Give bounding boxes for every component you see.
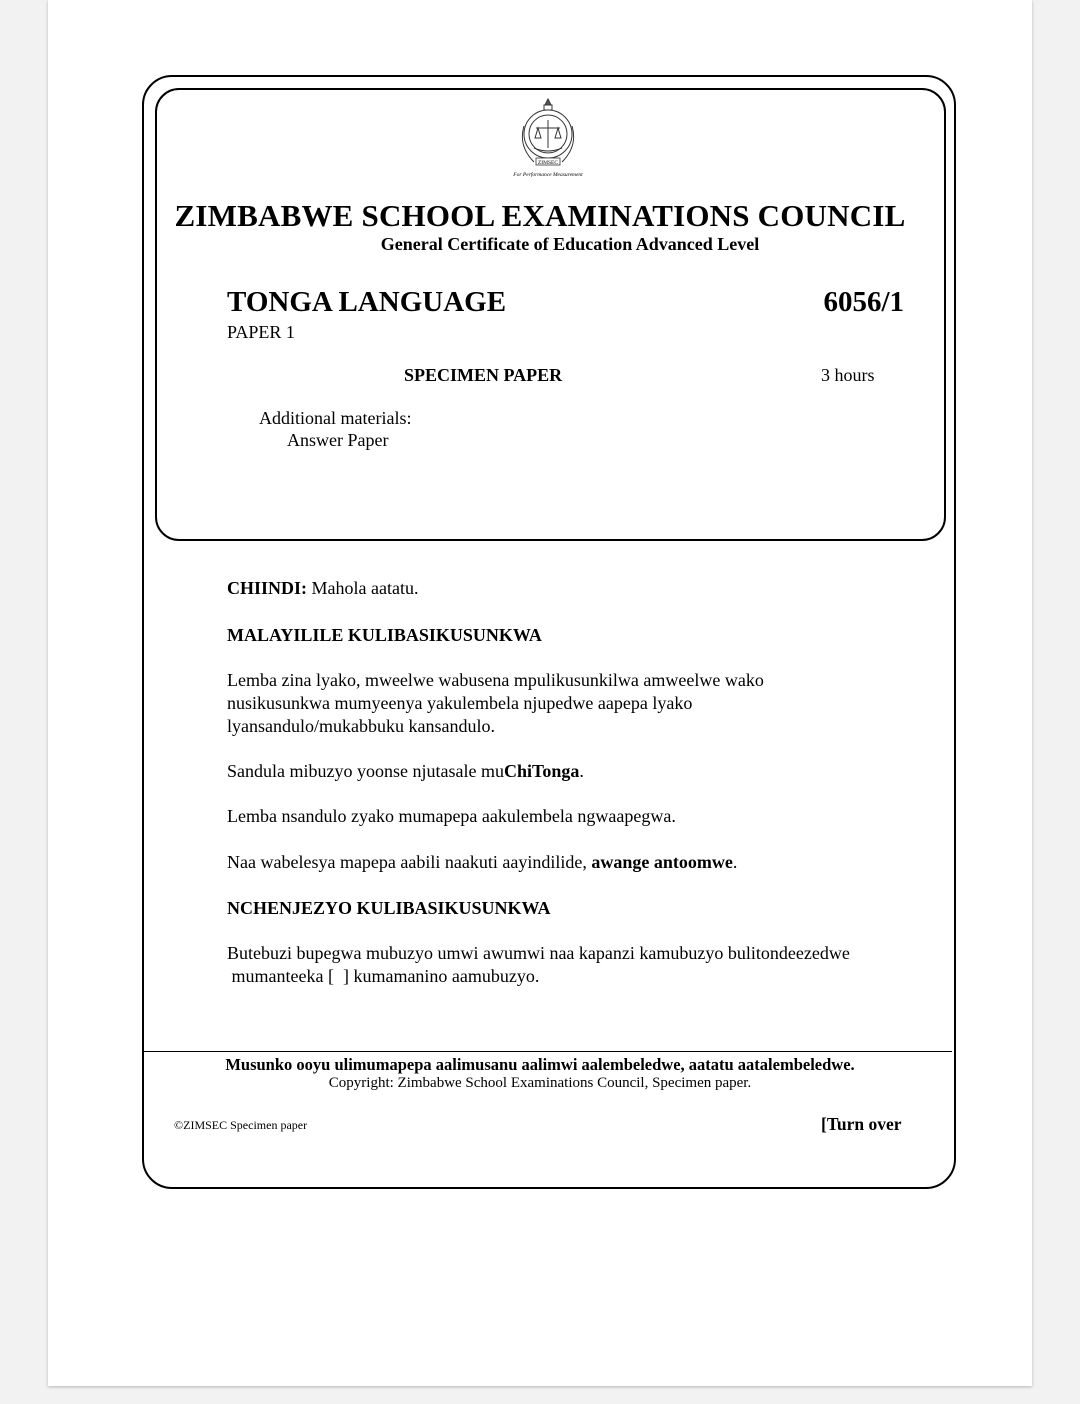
instruction-4-end: . xyxy=(732,852,738,872)
instructions-heading: MALAYILILE KULIBASIKUSUNKWA xyxy=(227,625,542,645)
additional-materials-label: Additional materials: xyxy=(259,408,412,428)
instruction-paragraph-2 xyxy=(227,760,584,783)
footer-divider xyxy=(142,1051,952,1052)
instruction-2-bold: ChiTonga xyxy=(503,761,580,781)
turn-over-label: [Turn over xyxy=(821,1114,902,1134)
instruction-paragraph-1 xyxy=(227,669,764,738)
time-label: CHIINDI: xyxy=(227,578,308,598)
instruction-2-text: Sandula mibuzyo yoonse njutasale mu xyxy=(227,761,504,781)
instruction-1-line-3: lyansandulo/mukabbuku kansandulo. xyxy=(227,716,495,736)
warning-line-2: mumanteeka [ ] kumamanino aamubuzyo. xyxy=(227,966,540,986)
instruction-1-line-2: nusikusunkwa mumyeenya yakulembela njupedwe aapepa lyako xyxy=(227,693,693,713)
warning-line-1: Butebuzi bupegwa mubuzyo umwi awumwi naa kapanzi kamubuzyo bulitondeezedwe xyxy=(227,943,850,963)
time-line xyxy=(227,577,418,600)
subject-title: TONGA LANGUAGE xyxy=(227,286,507,318)
instruction-1-line-1: Lemba zina lyako, mweelwe wabusena mpulikusunkilwa amweelwe wako xyxy=(227,670,764,690)
instruction-4-text: Naa wabelesya mapepa aabili naakuti aayindilide, xyxy=(227,852,592,872)
duration: 3 hours xyxy=(821,365,875,385)
warnings-heading: NCHENJEZYO KULIBASIKUSUNKWA xyxy=(227,898,551,918)
certificate-subtitle: General Certificate of Education Advanced Level xyxy=(380,234,760,254)
zimsec-specimen-label: ©ZIMSEC Specimen paper xyxy=(174,1118,308,1132)
copyright-line: Copyright: Zimbabwe School Examinations Council, Specimen paper. xyxy=(328,1075,752,1091)
time-value: Mahola aatatu. xyxy=(307,578,419,598)
additional-materials-item: Answer Paper xyxy=(287,430,389,450)
zimsec-logo xyxy=(498,96,598,182)
paper-code: 6056/1 xyxy=(823,286,904,318)
svg-text:For Performance Measurement: For Performance Measurement xyxy=(513,172,583,178)
instruction-paragraph-3: Lemba nsandulo zyako mumapepa aakulembela ngwaapegwa. xyxy=(227,806,676,826)
specimen-label: SPECIMEN PAPER xyxy=(404,365,563,385)
council-title: ZIMBABWE SCHOOL EXAMINATIONS COUNCIL xyxy=(174,198,906,233)
svg-text:ZIMSEC: ZIMSEC xyxy=(537,160,559,166)
instruction-4-bold: awange antoomwe xyxy=(591,852,733,872)
paper-number: PAPER 1 xyxy=(227,322,295,342)
page-count-note: Musunko ooyu ulimumapepa aalimusanu aalimwi aalembeledwe, aatatu aatalembeledwe. xyxy=(225,1055,855,1074)
instruction-2-end: . xyxy=(579,761,584,781)
instruction-paragraph-4 xyxy=(227,851,737,874)
warning-paragraph xyxy=(227,942,850,988)
